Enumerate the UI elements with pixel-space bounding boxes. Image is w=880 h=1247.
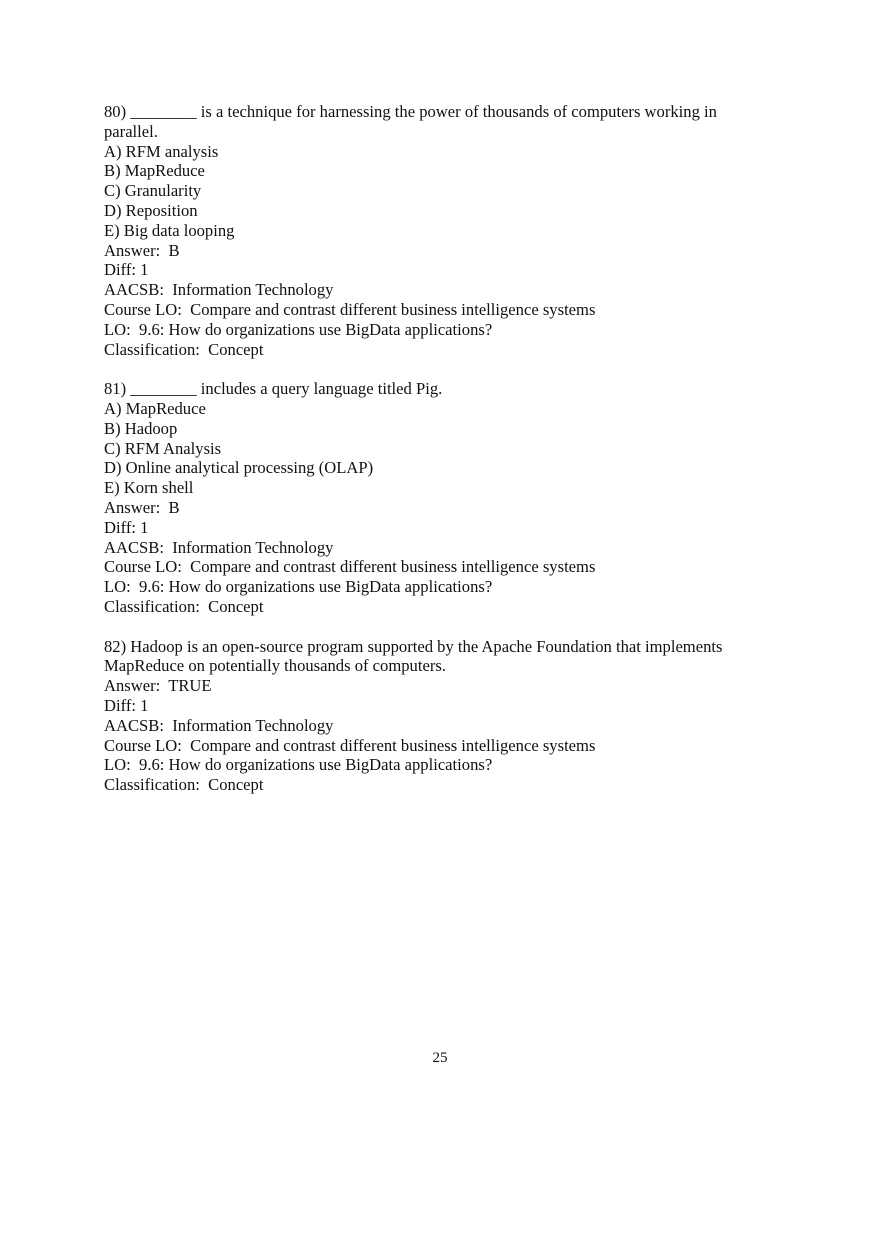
course-lo-line: Course LO: Compare and contrast different business intelligence systems: [104, 557, 596, 577]
option-a: A) RFM analysis: [104, 141, 219, 161]
answer-line: Answer: B: [104, 240, 180, 260]
classification-line: Classification: Concept: [104, 775, 264, 795]
question-82: [104, 637, 764, 795]
option-c: C) Granularity: [104, 181, 202, 201]
page-number: 25: [432, 1050, 448, 1066]
option-c: C) RFM Analysis: [104, 438, 222, 458]
question-stem: 80) ________ is a technique for harnessing the power of thousands of computers working in parallel.: [104, 102, 717, 141]
answer-line: Answer: TRUE: [104, 676, 212, 696]
option-d: D) Online analytical processing (OLAP): [104, 458, 374, 478]
option-d: D) Reposition: [104, 200, 198, 220]
option-b: B) MapReduce: [104, 161, 205, 181]
aacsb-line: AACSB: Information Technology: [104, 715, 334, 735]
course-lo-line: Course LO: Compare and contrast different business intelligence systems: [104, 299, 596, 319]
aacsb-line: AACSB: Information Technology: [104, 280, 334, 300]
difficulty-line: Diff: 1: [104, 517, 149, 537]
lo-line: LO: 9.6: How do organizations use BigData applications?: [104, 577, 493, 597]
lo-line: LO: 9.6: How do organizations use BigData applications?: [104, 319, 493, 339]
classification-line: Classification: Concept: [104, 596, 264, 616]
option-b: B) Hadoop: [104, 418, 178, 438]
question-stem: 81) ________ includes a query language titled Pig.: [104, 379, 443, 399]
option-a: A) MapReduce: [104, 398, 206, 418]
lo-line: LO: 9.6: How do organizations use BigData applications?: [104, 755, 493, 775]
question-81: [104, 379, 764, 617]
answer-line: Answer: B: [104, 497, 180, 517]
difficulty-line: Diff: 1: [104, 260, 149, 280]
question-list: [104, 102, 764, 815]
question-80: [104, 102, 764, 359]
difficulty-line: Diff: 1: [104, 695, 149, 715]
question-stem: 82) Hadoop is an open-source program supported by the Apache Foundation that implements MapReduce on potentially thousands of computers.: [104, 636, 723, 676]
option-e: E) Big data looping: [104, 220, 235, 240]
course-lo-line: Course LO: Compare and contrast different business intelligence systems: [104, 735, 596, 755]
aacsb-line: AACSB: Information Technology: [104, 537, 334, 557]
classification-line: Classification: Concept: [104, 339, 264, 359]
option-e: E) Korn shell: [104, 478, 194, 498]
